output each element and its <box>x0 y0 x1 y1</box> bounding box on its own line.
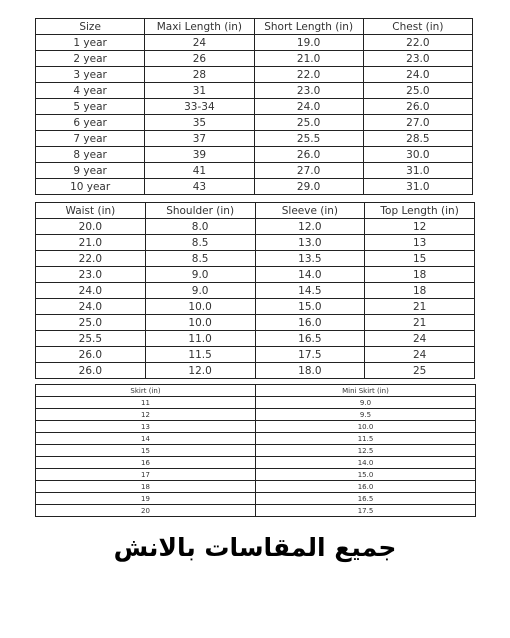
table-cell: 26.0 <box>254 147 363 163</box>
table-cell: 39 <box>145 147 254 163</box>
table-cell: 8 year <box>36 147 145 163</box>
table-cell: 24.0 <box>363 67 472 83</box>
table-cell: 13.0 <box>255 235 365 251</box>
table-cell: 7 year <box>36 131 145 147</box>
table-cell: 28 <box>145 67 254 83</box>
table-row <box>36 397 476 409</box>
table-cell: 21.0 <box>254 51 363 67</box>
table-cell: 19.0 <box>254 35 363 51</box>
table-cell: 20 <box>36 505 256 517</box>
table-cell: 15 <box>365 251 475 267</box>
table-cell: 23.0 <box>363 51 472 67</box>
table-cell: 12 <box>365 219 475 235</box>
table-cell: 13 <box>36 421 256 433</box>
table-cell: 33-34 <box>145 99 254 115</box>
caption-all-sizes-in-inches: جميع المقاسات بالانش <box>113 533 397 562</box>
table-row <box>36 83 473 99</box>
table-row <box>36 251 475 267</box>
table-row <box>36 219 475 235</box>
table-row <box>36 421 476 433</box>
table-cell: 17.5 <box>256 505 476 517</box>
table-row <box>36 331 475 347</box>
table-cell: 15 <box>36 445 256 457</box>
table-cell: 25 <box>365 363 475 379</box>
column-header: Top Length (in) <box>365 203 475 219</box>
table-cell: 26.0 <box>36 347 146 363</box>
table-cell: 3 year <box>36 67 145 83</box>
table-cell: 16.5 <box>255 331 365 347</box>
table-cell: 16.0 <box>255 315 365 331</box>
table-cell: 24 <box>365 347 475 363</box>
table-cell: 12 <box>36 409 256 421</box>
table-header-row <box>36 203 475 219</box>
table-cell: 41 <box>145 163 254 179</box>
table-cell: 4 year <box>36 83 145 99</box>
column-header: Size <box>36 19 145 35</box>
table-cell: 25.0 <box>254 115 363 131</box>
size-table-measurements <box>35 202 475 379</box>
table-cell: 31.0 <box>363 163 472 179</box>
table-cell: 11.5 <box>145 347 255 363</box>
table-cell: 17 <box>36 469 256 481</box>
table-cell: 28.5 <box>363 131 472 147</box>
table-cell: 24.0 <box>36 299 146 315</box>
table-cell: 25.5 <box>36 331 146 347</box>
table-row <box>36 147 473 163</box>
table-row <box>36 363 475 379</box>
table-row <box>36 131 473 147</box>
table-cell: 18 <box>365 283 475 299</box>
table-cell: 12.0 <box>145 363 255 379</box>
table-row <box>36 347 475 363</box>
table-cell: 26.0 <box>36 363 146 379</box>
table-cell: 14.0 <box>256 457 476 469</box>
table-row <box>36 235 475 251</box>
table-cell: 31 <box>145 83 254 99</box>
table-cell: 30.0 <box>363 147 472 163</box>
table-cell: 22.0 <box>363 35 472 51</box>
table-row <box>36 179 473 195</box>
table-cell: 23.0 <box>254 83 363 99</box>
table-row <box>36 469 476 481</box>
table-cell: 20.0 <box>36 219 146 235</box>
table-row <box>36 445 476 457</box>
table-cell: 22.0 <box>254 67 363 83</box>
table-row <box>36 51 473 67</box>
table-cell: 24.0 <box>36 283 146 299</box>
table-cell: 21 <box>365 315 475 331</box>
table-cell: 37 <box>145 131 254 147</box>
table-cell: 8.0 <box>145 219 255 235</box>
table-cell: 11 <box>36 397 256 409</box>
table-cell: 15.0 <box>256 469 476 481</box>
table-row <box>36 115 473 131</box>
table-row <box>36 35 473 51</box>
table-cell: 6 year <box>36 115 145 131</box>
table-row <box>36 481 476 493</box>
table-cell: 14.5 <box>255 283 365 299</box>
table-cell: 10 year <box>36 179 145 195</box>
table-cell: 21 <box>365 299 475 315</box>
table-cell: 26 <box>145 51 254 67</box>
column-header: Mini Skirt (in) <box>256 385 476 397</box>
table-cell: 9 year <box>36 163 145 179</box>
table-cell: 9.5 <box>256 409 476 421</box>
table-cell: 17.5 <box>255 347 365 363</box>
table-cell: 18 <box>365 267 475 283</box>
table-cell: 18.0 <box>255 363 365 379</box>
table-cell: 24.0 <box>254 99 363 115</box>
table-cell: 22.0 <box>36 251 146 267</box>
column-header: Shoulder (in) <box>145 203 255 219</box>
table-cell: 11.0 <box>145 331 255 347</box>
table-row <box>36 315 475 331</box>
table-row <box>36 163 473 179</box>
table-cell: 25.0 <box>363 83 472 99</box>
table-cell: 31.0 <box>363 179 472 195</box>
table-cell: 23.0 <box>36 267 146 283</box>
size-table-skirts <box>35 384 476 517</box>
table-row <box>36 299 475 315</box>
table-header-row <box>36 19 473 35</box>
table-cell: 18 <box>36 481 256 493</box>
table-cell: 8.5 <box>145 235 255 251</box>
table-cell: 12.5 <box>256 445 476 457</box>
table-cell: 10.0 <box>145 299 255 315</box>
table-cell: 10.0 <box>256 421 476 433</box>
table-cell: 19 <box>36 493 256 505</box>
table-cell: 10.0 <box>145 315 255 331</box>
column-header: Maxi Length (in) <box>145 19 254 35</box>
table-cell: 43 <box>145 179 254 195</box>
table-row <box>36 433 476 445</box>
table-row <box>36 67 473 83</box>
table-cell: 35 <box>145 115 254 131</box>
table-row <box>36 99 473 115</box>
column-header: Skirt (in) <box>36 385 256 397</box>
column-header: Chest (in) <box>363 19 472 35</box>
column-header: Sleeve (in) <box>255 203 365 219</box>
table-cell: 27.0 <box>363 115 472 131</box>
table-row <box>36 283 475 299</box>
table-cell: 24 <box>145 35 254 51</box>
size-table-lengths <box>35 18 473 195</box>
table-cell: 12.0 <box>255 219 365 235</box>
table-cell: 16.0 <box>256 481 476 493</box>
table-row <box>36 493 476 505</box>
table-cell: 14.0 <box>255 267 365 283</box>
table-cell: 9.0 <box>145 283 255 299</box>
table-cell: 5 year <box>36 99 145 115</box>
column-header: Short Length (in) <box>254 19 363 35</box>
column-header: Waist (in) <box>36 203 146 219</box>
table-cell: 11.5 <box>256 433 476 445</box>
table-header-row <box>36 385 476 397</box>
table-cell: 24 <box>365 331 475 347</box>
table-cell: 27.0 <box>254 163 363 179</box>
table-cell: 8.5 <box>145 251 255 267</box>
table-cell: 21.0 <box>36 235 146 251</box>
table-cell: 14 <box>36 433 256 445</box>
table-cell: 25.0 <box>36 315 146 331</box>
table-row <box>36 505 476 517</box>
table-cell: 25.5 <box>254 131 363 147</box>
table-cell: 16 <box>36 457 256 469</box>
table-cell: 1 year <box>36 35 145 51</box>
table-row <box>36 457 476 469</box>
table-cell: 15.0 <box>255 299 365 315</box>
table-cell: 2 year <box>36 51 145 67</box>
table-cell: 26.0 <box>363 99 472 115</box>
table-cell: 13 <box>365 235 475 251</box>
table-cell: 29.0 <box>254 179 363 195</box>
table-cell: 16.5 <box>256 493 476 505</box>
table-cell: 9.0 <box>256 397 476 409</box>
table-row <box>36 409 476 421</box>
table-cell: 13.5 <box>255 251 365 267</box>
table-row <box>36 267 475 283</box>
table-cell: 9.0 <box>145 267 255 283</box>
